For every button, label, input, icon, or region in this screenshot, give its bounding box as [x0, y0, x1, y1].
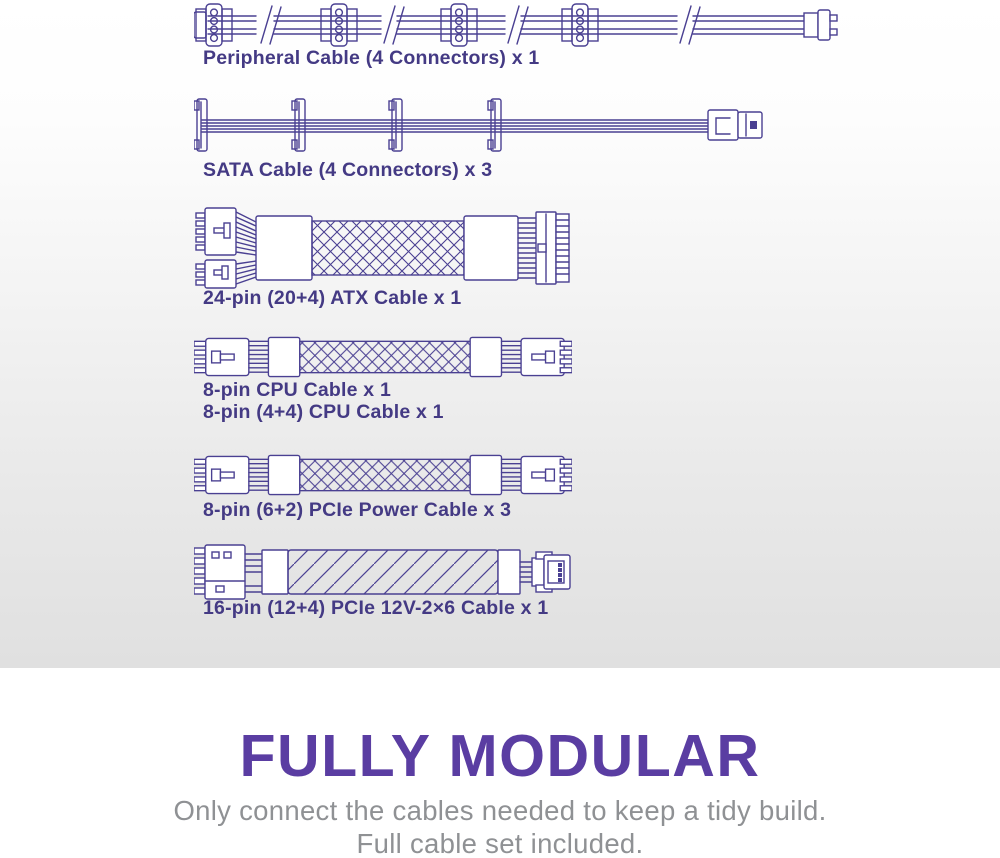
cpu-cable-drawing	[194, 336, 572, 378]
sata-cable-label: SATA Cable (4 Connectors) x 3	[203, 159, 493, 181]
footer-subtitle-line2: Full cable set included.	[356, 828, 644, 858]
peripheral-cable-label: Peripheral Cable (4 Connectors) x 1	[203, 47, 540, 69]
footer-subtitle-line1: Only connect the cables needed to keep a tidy build.	[173, 795, 827, 826]
atx-cable-label: 24-pin (20+4) ATX Cable x 1	[203, 287, 462, 309]
pcie-12v2x6-cable-label: 16-pin (12+4) PCIe 12V-2×6 Cable x 1	[203, 597, 549, 619]
fully-modular-title: FULLY MODULAR	[239, 723, 761, 789]
cpu-cable-label-1: 8-pin CPU Cable x 1	[203, 379, 392, 401]
sata-cable-drawing	[194, 98, 766, 152]
pcie-power-cable-label: 8-pin (6+2) PCIe Power Cable x 3	[203, 499, 512, 521]
cpu-cable-label-2: 8-pin (4+4) CPU Cable x 1	[203, 401, 444, 423]
peripheral-cable-drawing	[194, 3, 839, 47]
pcie-12v2x6-cable-drawing	[194, 544, 576, 602]
atx-cable-drawing	[194, 206, 576, 292]
pcie-power-cable-drawing	[194, 454, 572, 496]
